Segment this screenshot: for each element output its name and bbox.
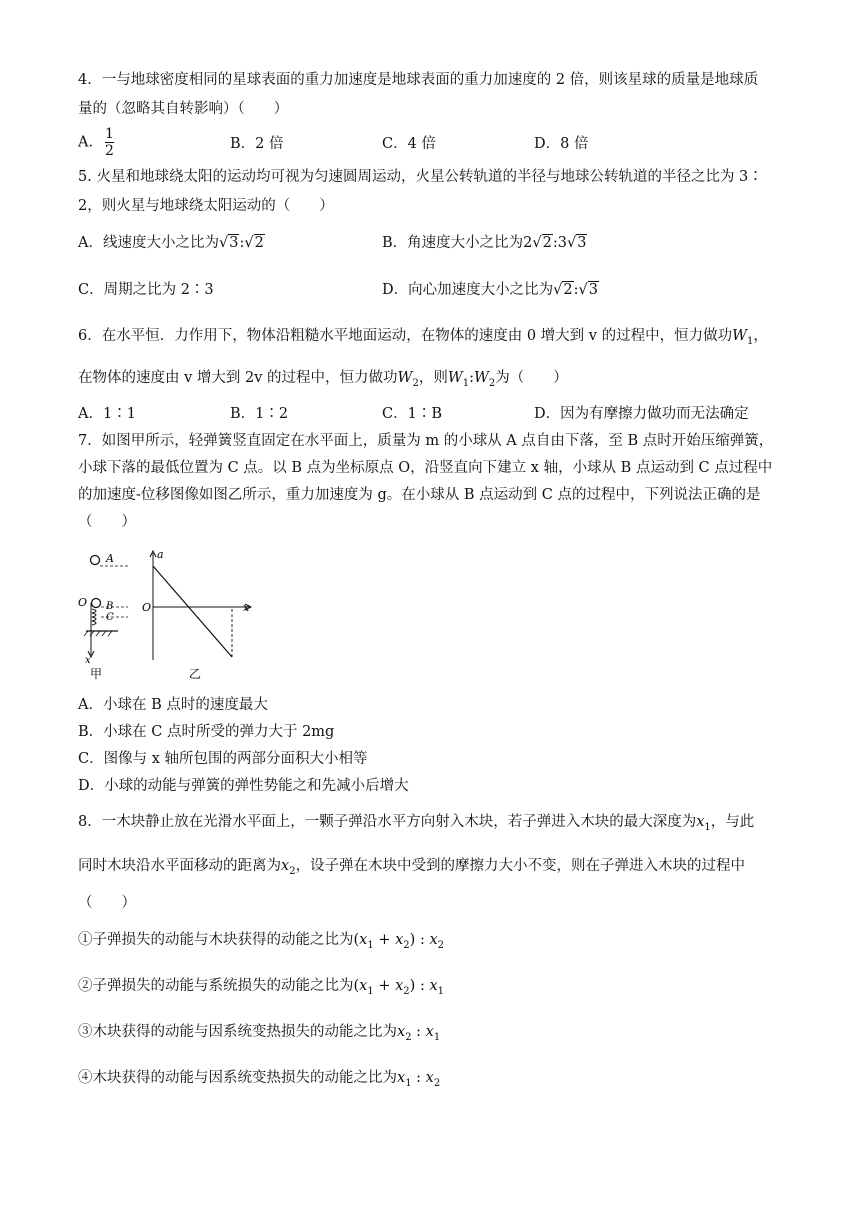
figure-yi-graph <box>142 548 251 681</box>
q5-option-d: D．向心加速度大小之比为√2:√3 <box>382 282 598 298</box>
caption-jia: 甲 <box>90 667 103 681</box>
q5-stem-line2: 2，则火星与地球绕太阳运动的（ ） <box>78 198 334 214</box>
q8-stem-line2: 同时木块沿水平面移动的距离为$x_2$，设子弹在木块中受到的摩擦力大小不变，则在子弹进入木块的过程中 <box>78 858 746 877</box>
q4-stem-line2: 量的（忽略其自转影响）（ ） <box>78 101 289 117</box>
q6-option-d: D．因为有摩擦力做功而无法确定 <box>534 406 749 422</box>
label-b: B <box>106 601 114 612</box>
a-x-line <box>153 566 232 657</box>
q5-option-c: C．周期之比为 2∶3 <box>78 282 214 298</box>
q7-stem-line3: 的加速度-位移图像如图乙所示，重力加速度为 g。在小球从 B 点运动到 C 点的过程中，下列说法正确的是 <box>78 487 761 503</box>
figure-jia-spring <box>78 552 128 681</box>
q4-stem-line1: 4．一与地球密度相同的星球表面的重力加速度是地球表面的重力加速度的 2 倍，则该星球的质量是地球质 <box>78 72 759 88</box>
q4-option-a: A． $\frac{1}{2}$ <box>78 126 114 159</box>
q6-option-b: B．1∶2 <box>230 406 289 422</box>
q4-option-c: C．4 倍 <box>382 136 436 152</box>
q8-statement-1: ①子弹损失的动能与木块获得的动能之比为$(x_1 + x_2)$ : $x_2$ <box>78 932 444 951</box>
q8-statement-2: ②子弹损失的动能与系统损失的动能之比为$(x_1 + x_2)$ : $x_1$ <box>78 978 444 997</box>
label-x-yi: x <box>243 601 250 614</box>
q6-option-c: C．1∶B <box>382 406 442 422</box>
label-c: C <box>106 612 114 623</box>
q7-option-c: C．图像与 x 轴所包围的两部分面积大小相等 <box>78 751 368 767</box>
caption-yi: 乙 <box>189 667 202 681</box>
ball-at-a-icon <box>91 556 100 565</box>
label-o: O <box>78 596 88 609</box>
q5-option-a: A．线速度大小之比为√3:√2 <box>78 235 264 251</box>
label-a: A <box>106 552 114 565</box>
q8-statement-4: ④木块获得的动能与因系统变热损失的动能之比为$x_1$ : $x_2$ <box>78 1070 441 1089</box>
label-origin: O <box>142 601 152 614</box>
q6-stem-line2: 在物体的速度由 v 增大到 2v 的过程中，恒力做功$W_2$，则$W_1:W_2$为（ ） <box>78 370 568 389</box>
q5-stem-line1: 5. 火星和地球绕太阳的运动均可视为匀速圆周运动，火星公转轨道的半径与地球公转轨道的半径之比为 3∶ <box>78 169 763 185</box>
q4-option-d: D．8 倍 <box>534 136 589 152</box>
q6-stem-line1: 6．在水平恒．力作用下，物体沿粗糙水平地面运动，在物体的速度由 0 增大到 v 的过程中，恒力做功$W_1$， <box>78 328 768 347</box>
q5-option-b: B．角速度大小之比为2√2:3√3 <box>382 235 587 251</box>
q7-stem-line4: （ ） <box>78 514 136 530</box>
q8-stem-line3: （ ） <box>78 895 136 911</box>
fraction-one-half: $\frac{1}{2}$ <box>104 126 114 159</box>
q7-stem-line1: 7．如图甲所示，轻弹簧竖直固定在水平面上，质量为 m 的小球从 A 点自由下落，至 B 点时开始压缩弹簧， <box>78 433 774 449</box>
q7-stem-line2: 小球下落的最低位置为 C 点。以 B 点为坐标原点 O，沿竖直向下建立 x 轴，小球从 B 点运动到 C 点过程中 <box>78 460 773 476</box>
label-x-jia: x <box>85 655 91 666</box>
q7-option-a: A．小球在 B 点时的速度最大 <box>78 697 268 713</box>
ground-hatch <box>84 631 112 636</box>
q8-statement-3: ③木块获得的动能与因系统变热损失的动能之比为$x_2$ : $x_1$ <box>78 1024 441 1043</box>
q4-option-b: B．2 倍 <box>230 136 284 152</box>
q6-option-a: A．1∶1 <box>78 406 136 422</box>
ball-at-b-icon <box>92 599 101 608</box>
label-a-axis: a <box>157 548 164 561</box>
q7-option-b: B．小球在 C 点时所受的弹力大于 2mg <box>78 724 335 740</box>
spring-icon <box>92 609 96 625</box>
q7-option-d: D．小球的动能与弹簧的弹性势能之和先减小后增大 <box>78 778 409 794</box>
q7-figure <box>78 545 268 685</box>
q8-stem-line1: 8．一木块静止放在光滑水平面上，一颗子弹沿水平方向射入木块，若子弹进入木块的最大深度为$x_1$，与此 <box>78 814 755 833</box>
